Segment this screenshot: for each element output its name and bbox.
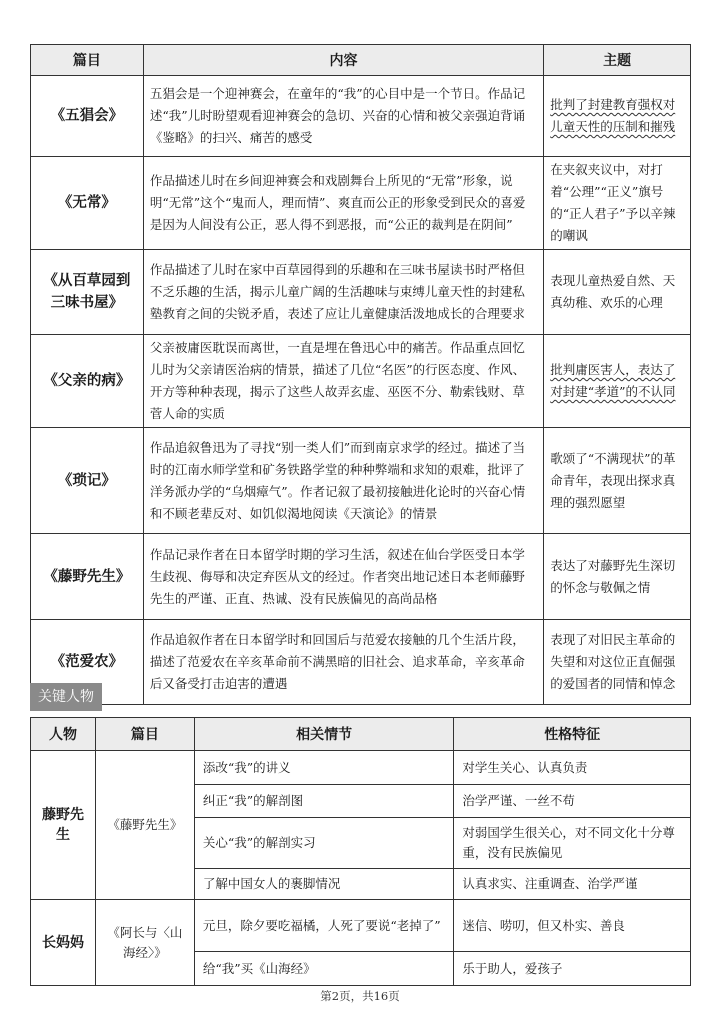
work-theme: 表现儿童热爱自然、天真幼稚、欢乐的心理 xyxy=(544,250,691,335)
work-title: 《从百草园到三味书屋》 xyxy=(31,250,144,335)
work-title: 《范爱农》 xyxy=(31,620,144,705)
trait-cell: 对弱国学生很关心，对不同文化十分尊重，没有民族偏见 xyxy=(454,818,691,869)
work-theme-text: 批判庸医害人，表达了对封建“孝道”的不认同 xyxy=(550,362,676,399)
header-content: 内容 xyxy=(143,45,543,76)
table-row xyxy=(31,751,691,785)
work-content: 父亲被庸医耽误而离世，一直是埋在鲁迅心中的痛苦。作品重点回忆儿时为父亲请医治病的情景，描述了几位“名医”的行医态度、作风、开方等种种表现，揭示了这些人故弄玄虚、巫医不分、勒索钱财、草菅人命的实质 xyxy=(143,335,543,428)
plot-cell: 元旦，除夕要吃福橘，人死了要说“老掉了” xyxy=(194,900,454,952)
table-row xyxy=(31,428,691,534)
work-title: 《无常》 xyxy=(31,157,144,250)
header-work: 篇目 xyxy=(95,718,194,751)
trait-cell: 对学生关心、认真负责 xyxy=(454,751,691,785)
works-table xyxy=(30,44,691,705)
header-theme: 主题 xyxy=(544,45,691,76)
work-theme: 表现了对旧民主革命的失望和对这位正直倔强的爱国者的同情和悼念 xyxy=(544,620,691,705)
work-theme xyxy=(544,335,691,428)
work-theme-text: 批判了封建教育强权对儿童天性的压制和摧残 xyxy=(550,97,676,134)
header-title: 篇目 xyxy=(31,45,144,76)
section-label-key-characters: 关键人物 xyxy=(30,683,102,711)
work-content: 五猖会是一个迎神赛会，在童年的“我”的心目中是一个节日。作品记述“我”儿时盼望观看迎神赛会的急切、兴奋的心情和被父亲强迫背诵《鉴略》的扫兴、痛苦的感受 xyxy=(143,76,543,157)
work-title: 《父亲的病》 xyxy=(31,335,144,428)
person-name: 长妈妈 xyxy=(31,900,96,986)
person-name: 藤野先生 xyxy=(31,751,96,900)
work-title: 《五猖会》 xyxy=(31,76,144,157)
work-theme: 表达了对藤野先生深切的怀念与敬佩之情 xyxy=(544,534,691,620)
plot-cell: 了解中国女人的裹脚情况 xyxy=(194,869,454,900)
work-theme xyxy=(544,76,691,157)
table-row xyxy=(31,250,691,335)
table-row xyxy=(31,534,691,620)
plot-cell: 关心“我”的解剖实习 xyxy=(194,818,454,869)
person-work: 《阿长与〈山海经〉》 xyxy=(95,900,194,986)
page-footer: 第2页，共16页 xyxy=(320,989,400,1003)
table-row xyxy=(31,335,691,428)
header-trait: 性格特征 xyxy=(454,718,691,751)
table-row xyxy=(31,76,691,157)
plot-cell: 纠正“我”的解剖图 xyxy=(194,785,454,818)
work-content: 作品追叙作者在日本留学时和回国后与范爱农接触的几个生活片段，描述了范爱农在辛亥革命前不满黑暗的旧社会、追求革命，辛亥革命后又备受打击迫害的遭遇 xyxy=(143,620,543,705)
characters-table xyxy=(30,717,691,986)
header-plot: 相关情节 xyxy=(194,718,454,751)
work-theme: 在夹叙夹议中，对打着“公理”“正义”旗号的“正人君子”予以辛辣的嘲讽 xyxy=(544,157,691,250)
plot-cell: 给“我”买《山海经》 xyxy=(194,952,454,986)
work-content: 作品描述儿时在乡间迎神赛会和戏剧舞台上所见的“无常”形象，说明“无常”这个“鬼而人，理而情”、爽直而公正的形象受到民众的喜爱是因为人间没有公正，恶人得不到恶报，而“公正的裁判是在阴间” xyxy=(143,157,543,250)
work-theme: 歌颂了“不满现状”的革命青年，表现出探求真理的强烈愿望 xyxy=(544,428,691,534)
trait-cell: 治学严谨、一丝不苟 xyxy=(454,785,691,818)
work-content: 作品追叙鲁迅为了寻找“别一类人们”而到南京求学的经过。描述了当时的江南水师学堂和矿务铁路学堂的种种弊端和求知的艰难，批评了洋务派办学的“乌烟瘴气”。作者记叙了最初接触进化论时的兴奋心情和不顾老辈反对、如饥似渴地阅读《天演论》的情景 xyxy=(143,428,543,534)
trait-cell: 认真求实、注重调查、治学严谨 xyxy=(454,869,691,900)
trait-cell: 乐于助人，爱孩子 xyxy=(454,952,691,986)
work-title: 《琐记》 xyxy=(31,428,144,534)
work-title: 《藤野先生》 xyxy=(31,534,144,620)
works-table-header xyxy=(31,45,691,76)
table-row xyxy=(31,157,691,250)
work-content: 作品记录作者在日本留学时期的学习生活，叙述在仙台学医受日本学生歧视、侮辱和决定弃医从文的经过。作者突出地记述日本老师藤野先生的严谨、正直、热诚、没有民族偏见的高尚品格 xyxy=(143,534,543,620)
trait-cell: 迷信、唠叨，但又朴实、善良 xyxy=(454,900,691,952)
table-row xyxy=(31,620,691,705)
table-row xyxy=(31,900,691,952)
characters-table-header xyxy=(31,718,691,751)
header-person: 人物 xyxy=(31,718,96,751)
person-work: 《藤野先生》 xyxy=(95,751,194,900)
plot-cell: 添改“我”的讲义 xyxy=(194,751,454,785)
work-content: 作品描述了儿时在家中百草园得到的乐趣和在三味书屋读书时严格但不乏乐趣的生活，揭示儿童广阔的生活趣味与束缚儿童天性的封建私塾教育之间的尖锐矛盾，表述了应让儿童健康活泼地成长的合理要求 xyxy=(143,250,543,335)
